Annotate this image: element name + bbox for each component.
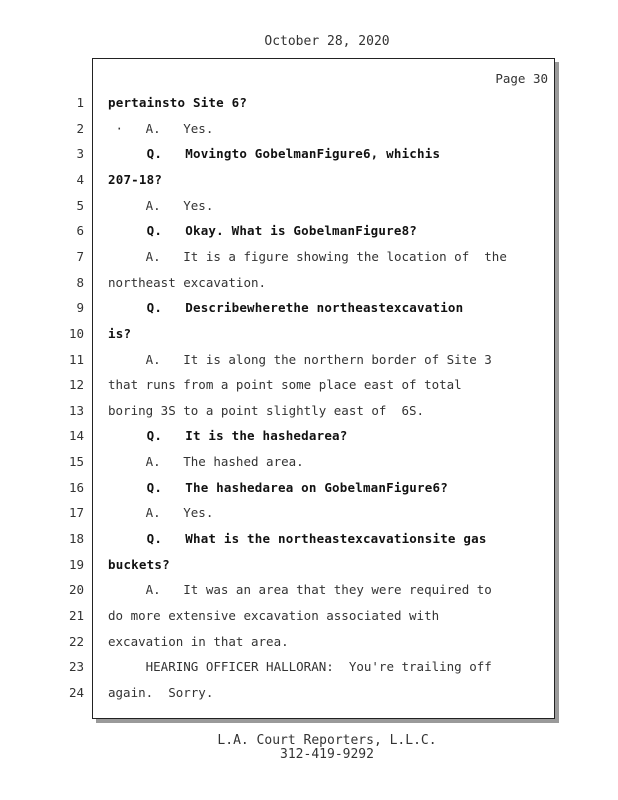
line-number: 20 — [68, 582, 84, 597]
transcript-line: Q. What is the northeastexcavationsite gas — [108, 531, 487, 546]
line-number: 11 — [68, 352, 84, 367]
line-number: 12 — [68, 377, 84, 392]
transcript-line: Q. Okay. What is GobelmanFigure8? — [108, 223, 418, 238]
transcript-line: pertainsto Site 6? — [108, 95, 248, 110]
transcript-line: HEARING OFFICER HALLORAN: You're trailing off — [108, 659, 492, 674]
line-number: 17 — [68, 505, 84, 520]
page-number: Page 30 — [495, 71, 548, 86]
transcript-line: Q. Describewherethe northeastexcavation — [108, 300, 464, 315]
transcript-line: northeast excavation. — [108, 275, 267, 290]
line-number: 13 — [68, 403, 84, 418]
footer-phone: 312-419-9292 — [280, 747, 374, 762]
transcript-line: A. It was an area that they were required to — [108, 582, 492, 597]
transcript-line: is? — [108, 326, 132, 341]
line-number: 2 — [76, 121, 84, 136]
line-number: 4 — [76, 172, 84, 187]
transcript-line: A. It is a figure showing the location of the — [108, 249, 507, 264]
transcript-line: excavation in that area. — [108, 634, 289, 649]
line-number: 23 — [68, 659, 84, 674]
transcript-line: that runs from a point some place east of total — [108, 377, 462, 392]
transcript-line: do more extensive excavation associated with — [108, 608, 440, 623]
line-number: 16 — [68, 480, 84, 495]
line-number: 8 — [76, 275, 84, 290]
line-number: 7 — [76, 249, 84, 264]
transcript-line: Q. Movingto GobelmanFigure6, whichis — [108, 146, 441, 161]
line-number: 19 — [68, 557, 84, 572]
line-number: 1 — [76, 95, 84, 110]
transcript-line: A. It is along the northern border of Site 3 — [108, 352, 492, 367]
line-number: 14 — [68, 428, 84, 443]
line-number: 10 — [68, 326, 84, 341]
line-number: 24 — [68, 685, 84, 700]
transcript-line: A. The hashed area. — [108, 454, 304, 469]
transcript-line: 207-18? — [108, 172, 163, 187]
line-number: 18 — [68, 531, 84, 546]
footer-company: L.A. Court Reporters, L.L.C. — [217, 733, 437, 748]
transcript-line: again. Sorry. — [108, 685, 214, 700]
transcript-line: A. Yes. — [108, 198, 214, 213]
line-number: 22 — [68, 634, 84, 649]
transcript-line: A. Yes. — [108, 505, 214, 520]
transcript-date: October 28, 2020 — [264, 34, 390, 49]
line-number: 3 — [76, 146, 84, 161]
transcript-line: Q. The hashedarea on GobelmanFigure6? — [108, 480, 448, 495]
transcript-line: · A. Yes. — [108, 121, 214, 136]
transcript-line: Q. It is the hashedarea? — [108, 428, 348, 443]
line-number: 5 — [76, 198, 84, 213]
line-number: 9 — [76, 300, 84, 315]
transcript-line: buckets? — [108, 557, 170, 572]
line-number: 21 — [68, 608, 84, 623]
line-number: 15 — [68, 454, 84, 469]
line-number: 6 — [76, 223, 84, 238]
transcript-line: boring 3S to a point slightly east of 6S. — [108, 403, 425, 418]
